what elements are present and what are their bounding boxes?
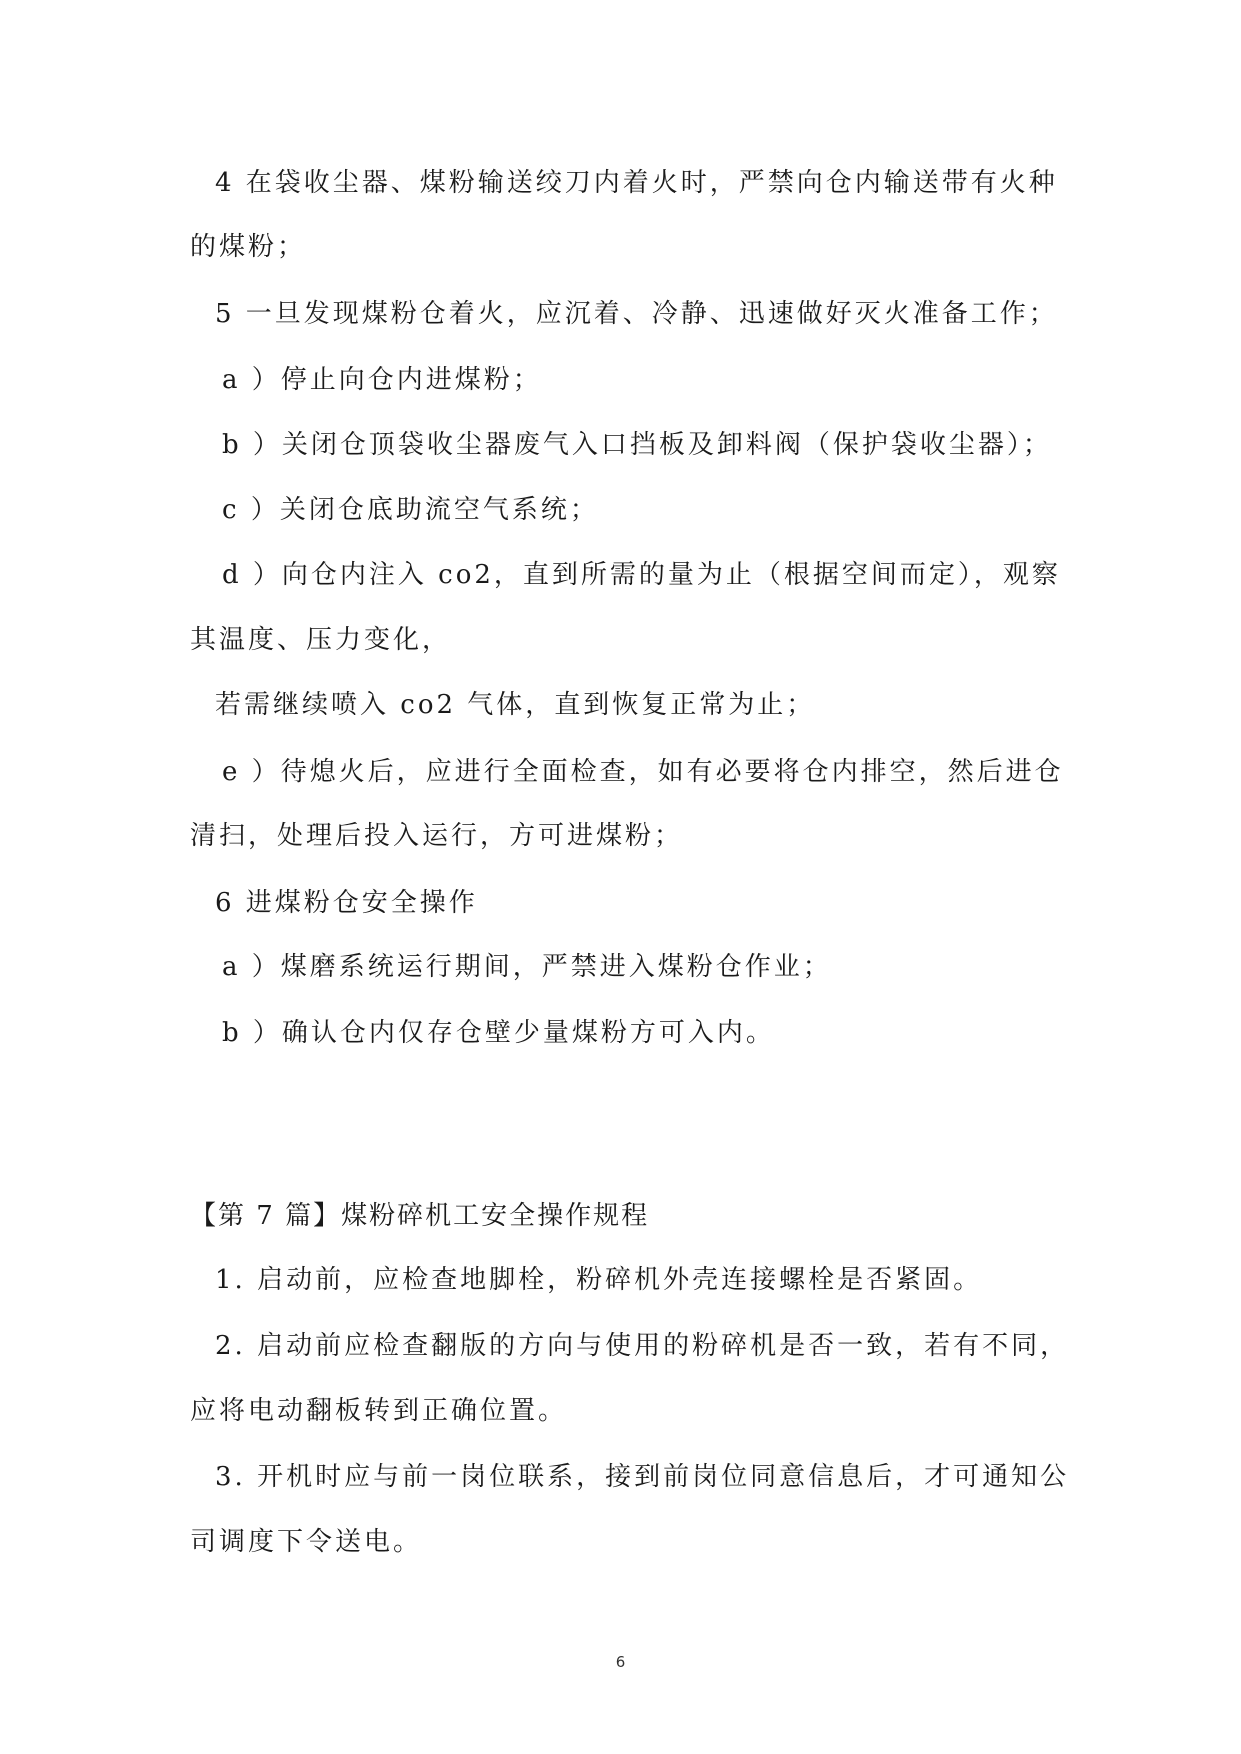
list-item: a ）停止向仓内进煤粉；	[222, 365, 542, 395]
paragraph-line: 6 进煤粉仓安全操作	[215, 888, 478, 918]
paragraph-line: 1. 启动前，应检查地脚栓，粉碎机外壳连接螺栓是否紧固。	[215, 1265, 983, 1295]
paragraph-line: 司调度下令送电。	[190, 1527, 423, 1557]
page-number: 6	[615, 1653, 626, 1671]
paragraph-line: 若需继续喷入 co2 气体，直到恢复正常为止；	[215, 690, 816, 720]
list-item: d ）向仓内注入 co2，直到所需的量为止（根据空间而定），观察	[222, 560, 1061, 590]
list-item: e ）待熄火后，应进行全面检查，如有必要将仓内排空，然后进仓	[222, 757, 1064, 787]
section-heading: 【第 7 篇】煤粉碎机工安全操作规程	[190, 1201, 650, 1231]
list-item: b ）确认仓内仅存仓壁少量煤粉方可入内。	[222, 1018, 775, 1048]
list-item: b ）关闭仓顶袋收尘器废气入口挡板及卸料阀（保护袋收尘器）；	[222, 430, 1052, 460]
paragraph-line: 其温度、压力变化，	[190, 625, 452, 655]
paragraph-line: 清扫，处理后投入运行，方可进煤粉；	[190, 821, 684, 851]
paragraph-line: 3. 开机时应与前一岗位联系，接到前岗位同意信息后，才可通知公	[215, 1462, 1070, 1492]
list-item: a ）煤磨系统运行期间，严禁进入煤粉仓作业；	[222, 952, 832, 982]
paragraph-line: 4 在袋收尘器、煤粉输送绞刀内着火时，严禁向仓内输送带有火种	[215, 168, 1058, 198]
paragraph-line: 2. 启动前应检查翻版的方向与使用的粉碎机是否一致，若有不同，	[215, 1331, 1070, 1361]
paragraph-line: 应将电动翻板转到正确位置。	[190, 1396, 568, 1426]
paragraph-line: 5 一旦发现煤粉仓着火，应沉着、冷静、迅速做好灭火准备工作；	[215, 299, 1058, 329]
list-item: c ）关闭仓底助流空气系统；	[222, 495, 599, 525]
paragraph-line: 的煤粉；	[190, 232, 307, 262]
